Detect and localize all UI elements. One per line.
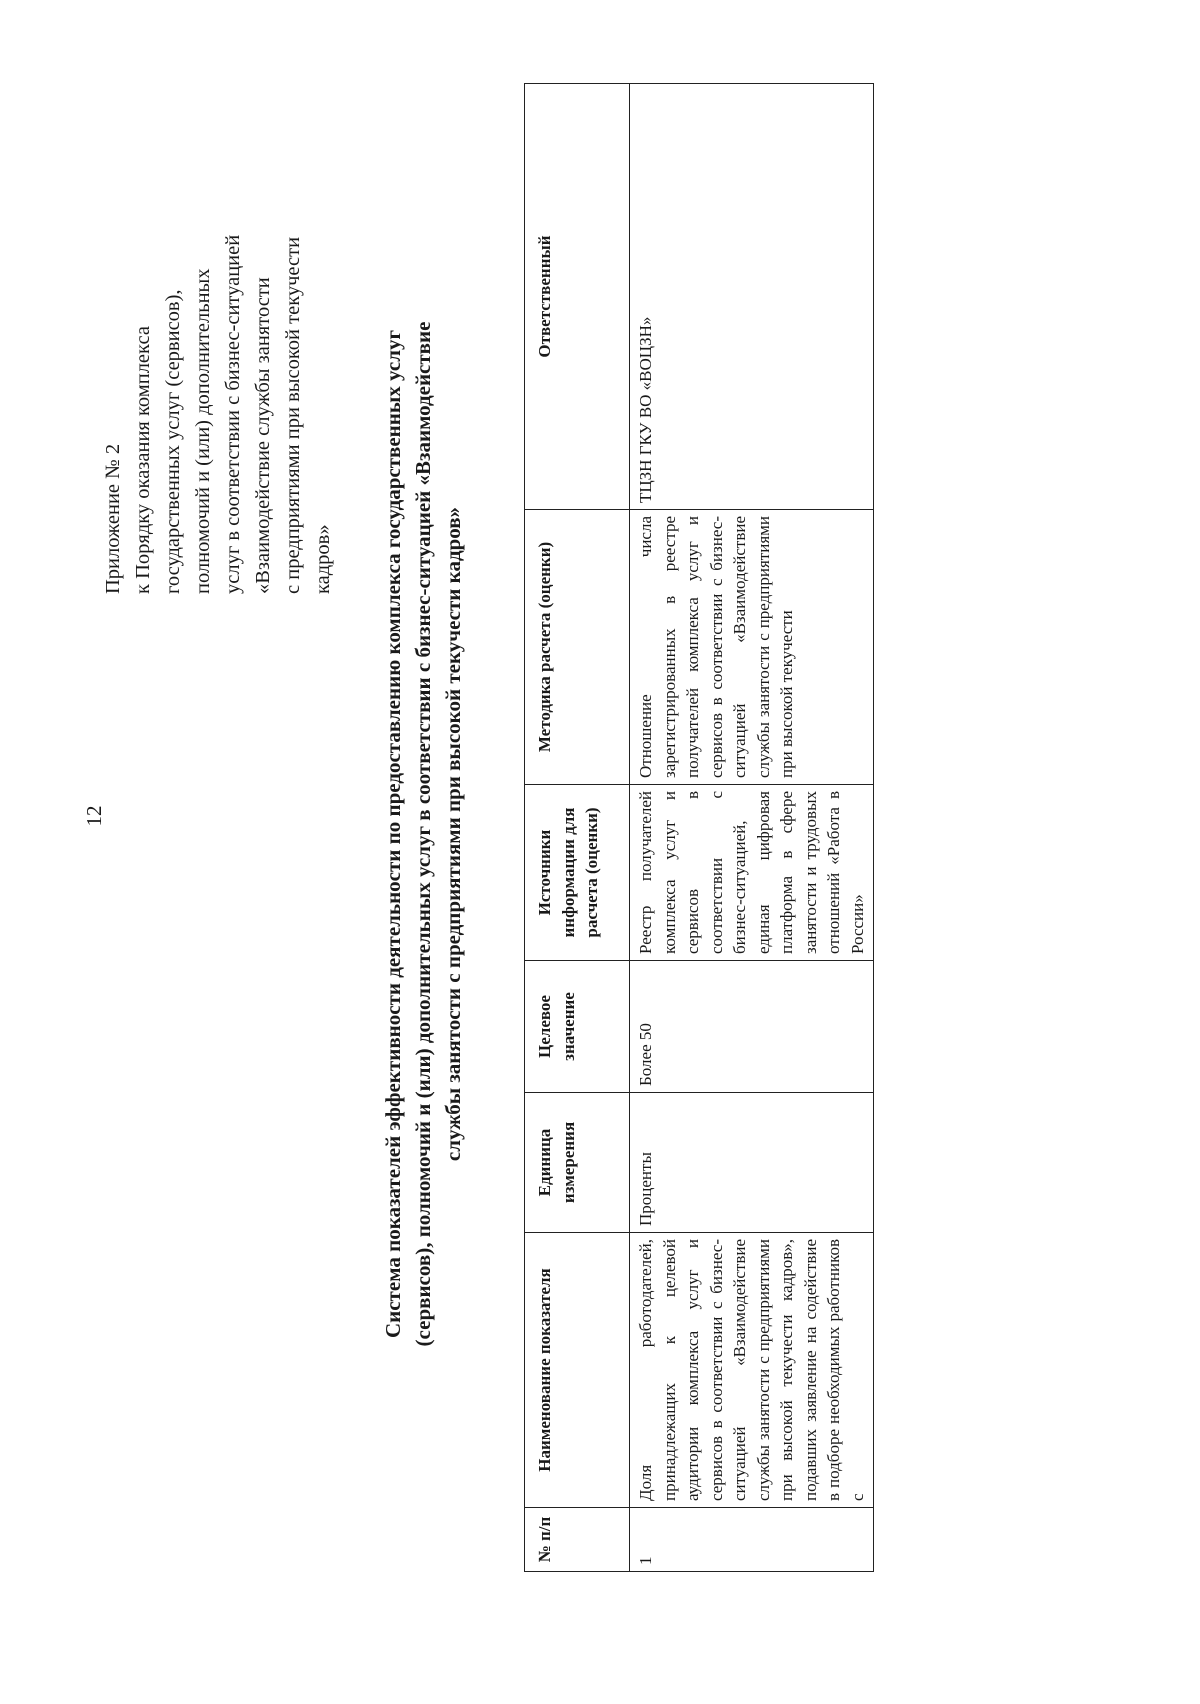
- cell-indicator-name: Доля работодателей, принадлежащих к целевой аудитории комплекса услуг и сервисов в соответствии с бизнес-ситуацией «Взаимодействие службы занятости с предприятиями при высокой текучести кадров», подавших заявление на содействие в подборе необходимых работников с: [630, 1233, 874, 1508]
- cell-info-sources: Реестр получателей комплекса услуг и сервисов в соответствии с бизнес-ситуацией, единая цифровая платформа в сфере занятости и трудовых отношений «Работа в России»: [630, 785, 874, 961]
- header-responsible: Ответственный: [525, 84, 630, 510]
- indicators-table: [524, 83, 874, 1572]
- appendix-line: Приложение № 2: [102, 443, 124, 594]
- appendix-line: кадров»: [312, 524, 334, 594]
- cell-responsible: ТЦЗН ГКУ ВО «ВОЦЗН»: [630, 84, 874, 510]
- header-target-value: Целевое значение: [525, 961, 630, 1093]
- appendix-line: с предприятиями при высокой текучести: [282, 236, 304, 594]
- appendix-line: к Порядку оказания комплекса: [132, 326, 154, 594]
- appendix-line: услуг в соответствии с бизнес-ситуацией: [222, 234, 244, 594]
- cell-calculation-method: Отношение числа зарегистрированных в реестре получателей комплекса услуг и сервисов в соответствии с бизнес-ситуацией «Взаимодействие службы занятости с предприятиями при высокой текучести: [630, 510, 874, 785]
- cell-num: 1: [630, 1508, 874, 1572]
- appendix-line: государственных услуг (сервисов),: [162, 289, 184, 594]
- header-num: № п/п: [525, 1508, 630, 1572]
- table-row: [630, 84, 874, 1572]
- table-header-row: [525, 84, 630, 1572]
- appendix-line: полномочий и (или) дополнительных: [192, 268, 214, 594]
- appendix-line: «Взаимодействие службы занятости: [252, 277, 274, 594]
- title-line: Система показателей эффективности деятельности по предоставлению комплекса государственных услуг: [381, 329, 405, 1339]
- header-calculation-method: Методика расчета (оценки): [525, 510, 630, 785]
- document-title: [378, 184, 468, 1484]
- header-indicator-name: Наименование показателя: [525, 1233, 630, 1508]
- title-line: (сервисов), полномочий и (или) дополнительных услуг в соответствии с бизнес-ситуацией «Взаимодействие: [411, 321, 435, 1347]
- cell-unit: Проценты: [630, 1093, 874, 1233]
- title-line: службы занятости с предприятиями при высокой текучести кадров»: [441, 506, 465, 1162]
- cell-target-value: Более 50: [630, 961, 874, 1093]
- appendix-block: [98, 14, 338, 594]
- header-info-sources: Источники информации для расчета (оценки): [525, 785, 630, 961]
- header-unit: Единица измерения: [525, 1093, 630, 1233]
- page-number: 12: [82, 805, 106, 827]
